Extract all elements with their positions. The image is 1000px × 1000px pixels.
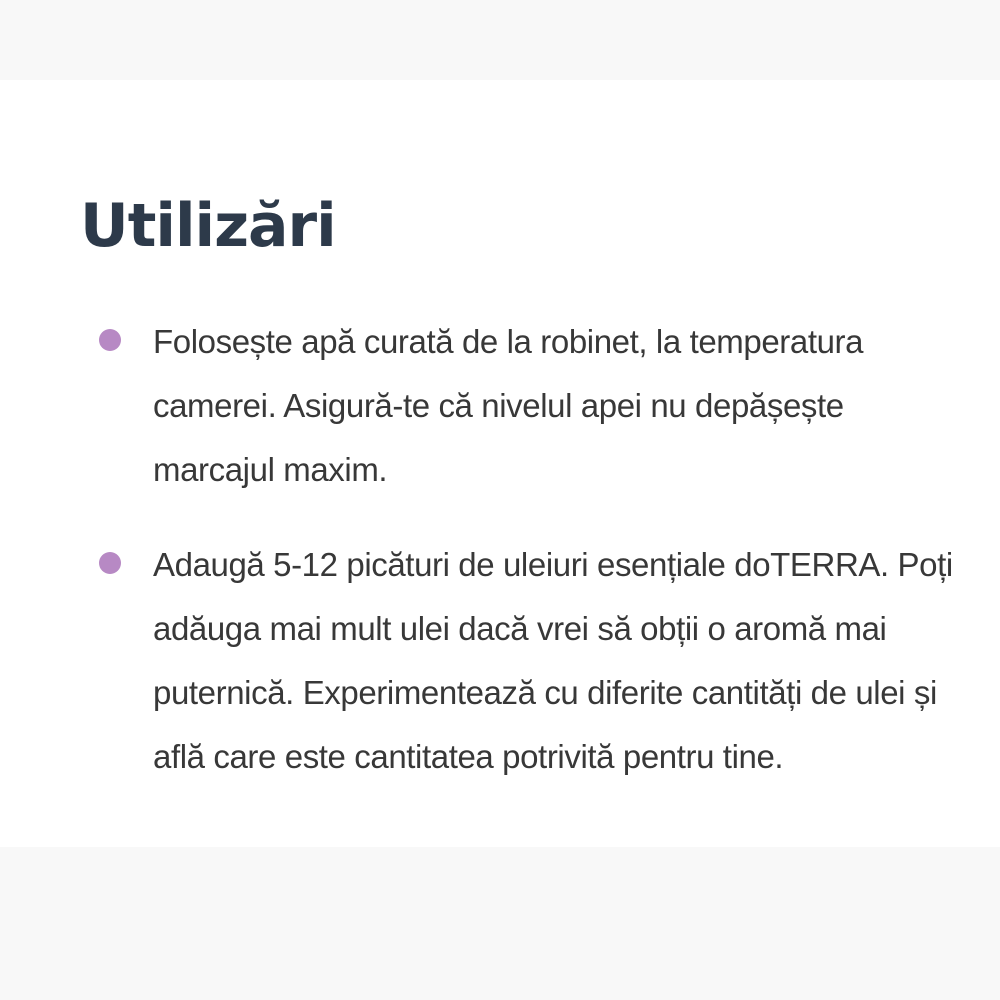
page-title: Utilizări [80, 191, 336, 261]
list-item-text: Folosește apă curată de la robinet, la temperatura camerei. Asigură-te că nivelul apei nu depășește marcajul maxim. [153, 323, 864, 488]
list-item-text: Adaugă 5-12 picături de uleiuri esențiale doTERRA. Poți adăuga mai mult ulei dacă vrei să obții o aromă mai puternică. Experimentează cu diferite cantități de ulei și află care este cantitatea potrivită pentru tine. [153, 546, 953, 775]
bullet-dot-icon [99, 329, 121, 351]
bullet-dot-icon [99, 552, 121, 574]
list-item [95, 533, 975, 789]
usage-list [95, 310, 975, 789]
list-item [95, 310, 975, 502]
